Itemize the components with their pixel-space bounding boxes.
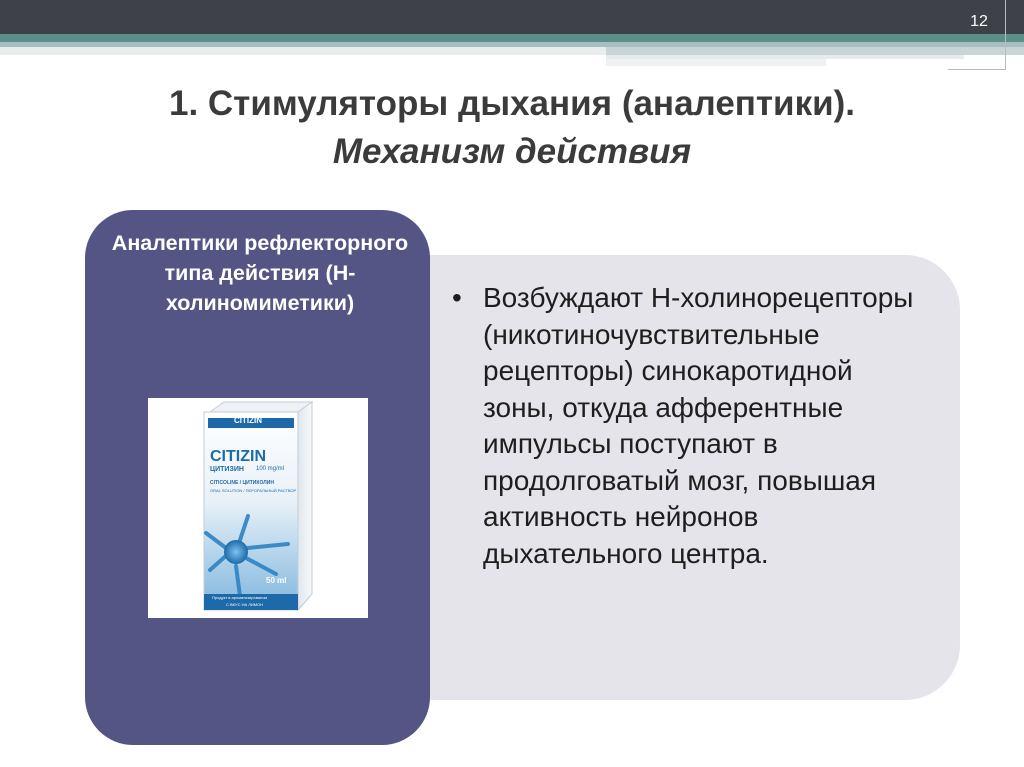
product-footer-1: Продукт в ароматизированом	[212, 595, 268, 600]
product-box-illustration	[148, 398, 368, 618]
slide-title-line2: Механизм действия	[332, 132, 692, 171]
header-stripe	[606, 59, 826, 66]
product-dose: 100 mg/ml	[256, 466, 285, 472]
product-name: CITIZIN	[210, 448, 266, 465]
product-brand: CITIZIN	[234, 416, 262, 425]
slide-title	[0, 80, 1024, 176]
bullet-marker: •	[452, 282, 462, 313]
description-text: Возбуждают Н-холинорецепторы (никотиночувствительные рецепторы) синокаротидной зоны, откуда афферентные импульсы поступают в продолговатый мозг, повышая активность нейронов дыхательного центра.	[483, 282, 914, 569]
header-band	[0, 0, 1024, 34]
product-subtitle: CITICOLINE / ЦИТИКОЛИН	[210, 480, 274, 486]
category-heading: Аналептики рефлекторного типа действия (Н-холиномиметики)	[111, 231, 409, 315]
slide-title-line1: 1. Стимуляторы дыхания (аналептики).	[168, 84, 855, 123]
page-number-frame	[948, 0, 1006, 70]
product-volume: 50 ml	[266, 576, 287, 585]
header-stripe	[0, 47, 606, 55]
product-footer-2: С ВКУС НА ЛИМОН	[226, 602, 264, 607]
page-number: 12	[970, 13, 988, 30]
header-stripe	[0, 34, 1024, 42]
product-subtitle-small: ORAL SOLUTION / ПЕРОРАЛЬНЫЙ РАСТВОР	[210, 488, 297, 493]
product-photo	[148, 398, 368, 618]
product-name-ru: ЦИТИЗИН	[210, 466, 244, 473]
description-bullet	[452, 280, 922, 572]
